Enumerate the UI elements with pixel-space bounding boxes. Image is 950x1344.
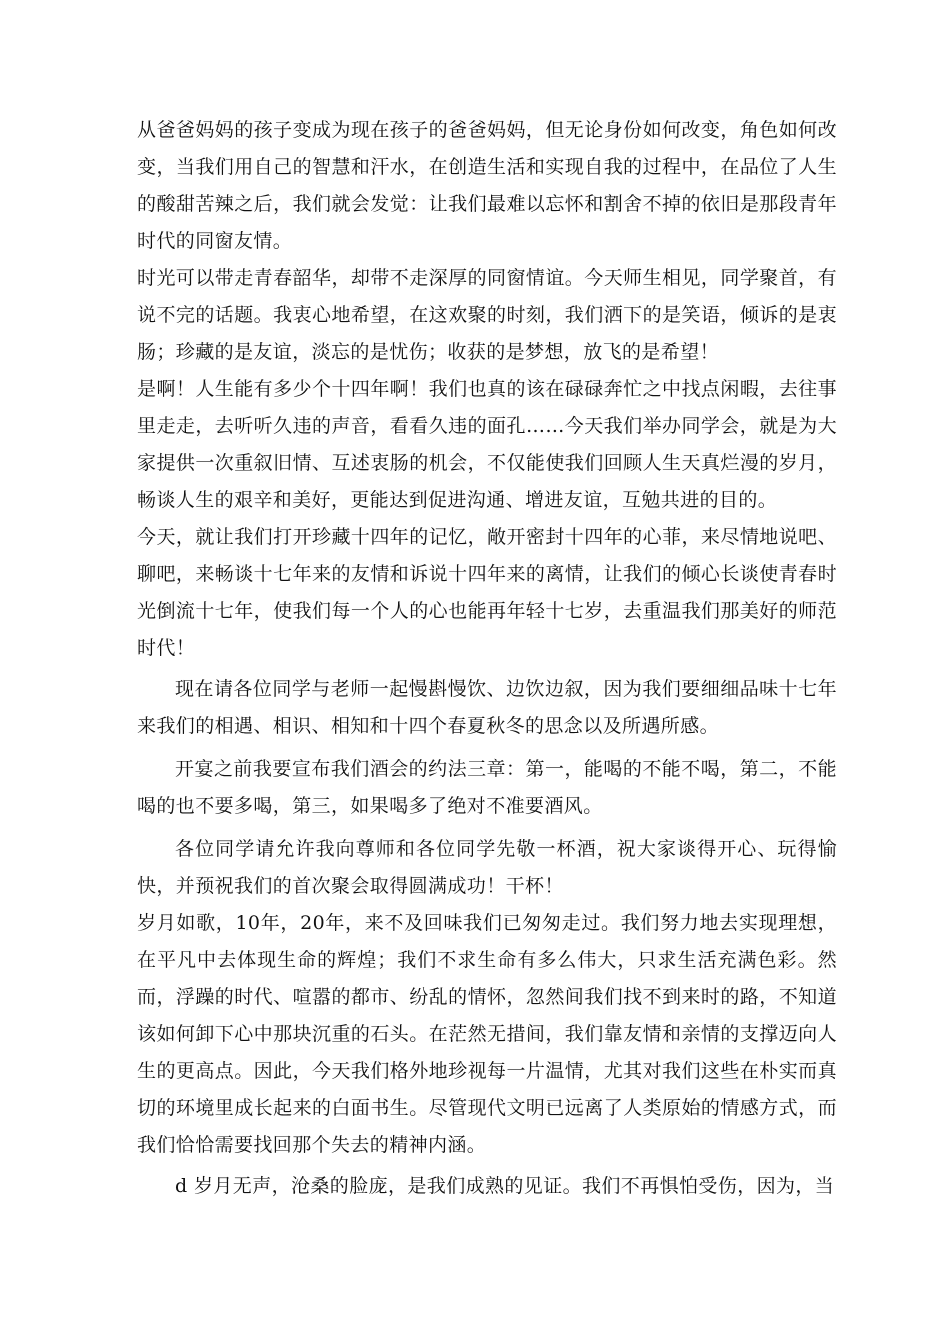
paragraph: 是啊！人生能有多少个十四年啊！我们也真的该在碌碌奔忙之中找点闲暇，去往事里走走，去听听久违的声音，看看久违的面孔……今天我们举办同学会，就是为大家提供一次重叙旧情、互述衷肠的机会，不仅能使我们回顾人生天真烂漫的岁月，畅谈人生的艰辛和美好，更能达到促进沟通、增进友谊，互勉共进的目的。 (137, 378, 837, 511)
paragraph: 时光可以带走青春韶华，却带不走深厚的同窗情谊。今天师生相见，同学聚首，有说不完的话题。我衷心地希望，在这欢聚的时刻，我们洒下的是笑语，倾诉的是衷肠；珍藏的是友谊，淡忘的是忧伤；收获的是梦想，放飞的是希望！ (137, 267, 837, 363)
paragraph: 今天，就让我们打开珍藏十四年的记忆，敞开密封十四年的心菲，来尽情地说吧、聊吧，来畅谈十七年来的友情和诉说十四年来的离情，让我们的倾心长谈使青春时光倒流十七年，使我们每一个人的心也能再年轻十七岁，去重温我们那美好的师范时代！ (137, 526, 837, 659)
paragraph: 开宴之前我要宣布我们酒会的约法三章：第一，能喝的不能不喝，第二，不能喝的也不要多喝，第三，如果喝多了绝对不准要酒风。 (137, 758, 837, 817)
paragraph: 从爸爸妈妈的孩子变成为现在孩子的爸爸妈妈，但无论身份如何改变，角色如何改变，当我们用自己的智慧和汗水，在创造生活和实现自我的过程中，在品位了人生的酸甜苦辣之后，我们就会发觉：让我们最难以忘怀和割舍不掉的依旧是那段青年时代的同窗友情。 (137, 119, 837, 252)
document-body (137, 112, 837, 1205)
paragraph: d 岁月无声，沧桑的脸庞，是我们成熟的见证。我们不再惧怕受伤，因为，当 (175, 1175, 835, 1197)
paragraph: 现在请各位同学与老师一起慢斟慢饮、边饮边叙，因为我们要细细品味十七年来我们的相遇、相识、相知和十四个春夏秋冬的思念以及所遇所感。 (137, 678, 837, 737)
paragraph: 各位同学请允许我向尊师和各位同学先敬一杯酒，祝大家谈得开心、玩得愉快，并预祝我们的首次聚会取得圆满成功！干杯！ (137, 838, 837, 897)
paragraph: 岁月如歌，10年，20年，来不及回味我们已匆匆走过。我们努力地去实现理想，在平凡中去体现生命的辉煌；我们不求生命有多么伟大，只求生活充满色彩。然而，浮躁的时代、喧嚣的都市、纷乱的情怀，忽然间我们找不到来时的路，不知道该如何卸下心中那块沉重的石头。在茫然无措间，我们靠友情和亲情的支撑迈向人生的更高点。因此，今天我们格外地珍视每一片温情，尤其对我们这些在朴实而真切的环境里成长起来的白面书生。尽管现代文明已远离了人类原始的情感方式，而我们恰恰需要找回那个失去的精神内涵。 (137, 912, 837, 1156)
